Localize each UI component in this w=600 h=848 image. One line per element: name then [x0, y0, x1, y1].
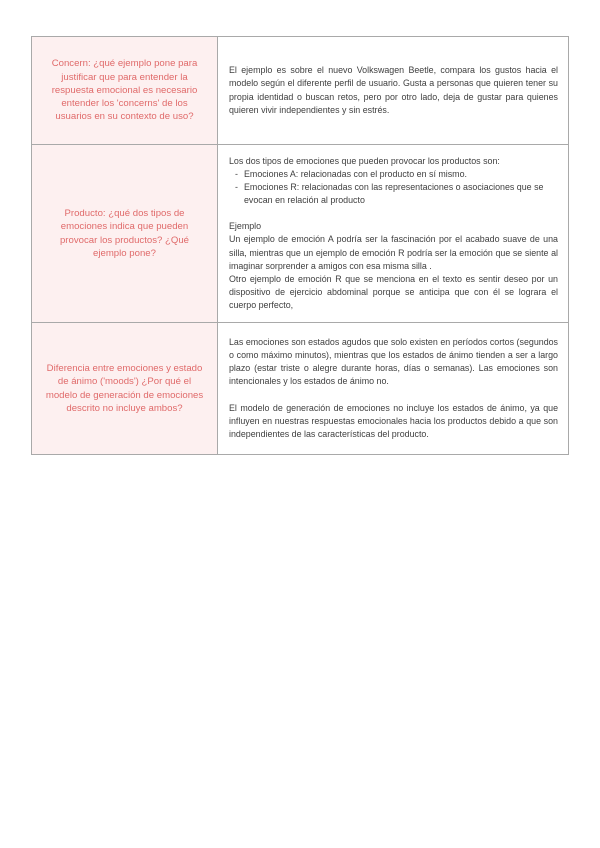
- question-cell: [32, 323, 218, 455]
- emotion-types-list: [229, 168, 558, 207]
- question-cell: [32, 145, 218, 323]
- example-text: Otro ejemplo de emoción R que se menciona en el texto es sentir deseo por un dispositivo de ejercicio abdominal porque se anticipa que con él se lograra el cuerpo perfecto,: [229, 273, 558, 310]
- question-cell: [32, 37, 218, 145]
- question-text: Producto: ¿qué dos tipos de emociones indica que pueden provocar los productos? ¿Qué ejemplo pone?: [59, 208, 190, 259]
- answer-intro: Los dos tipos de emociones que pueden provocar los productos son:: [229, 155, 500, 166]
- answer-paragraph: Las emociones son estados agudos que solo existen en períodos cortos (segundos o como máximo minutos), mientras que los estados de ánimo tienden a ser a largo plazo (estar triste o alegre durante horas, días o semanas). Las emociones son intencionales y los estados de ánimo no.: [229, 337, 558, 387]
- question-text: Diferencia entre emociones y estado de ánimo ('moods') ¿Por qué el modelo de generación de emociones descrito no incluye ambos?: [45, 363, 204, 414]
- qa-table: [31, 36, 569, 455]
- table-row: [32, 323, 569, 455]
- list-item: - Emociones A: relacionadas con el producto en sí mismo.: [235, 168, 558, 181]
- answer-text: El ejemplo es sobre el nuevo Volkswagen Beetle, compara los gustos hacia el modelo según el diferente perfil de usuario. Gusta a personas que quieren tener su propia identidad o buscan retos, pero por otro lado, deja de gustar para quienes quieren vivir independientes y sin estrés.: [229, 65, 558, 115]
- question-text: Concern: ¿qué ejemplo pone para justificar que para entender la respuesta emocional es necesario entender los 'concerns' de los usuarios en su contexto de uso?: [51, 58, 198, 123]
- answer-cell: [218, 323, 569, 455]
- answer-paragraph: El modelo de generación de emociones no incluye los estados de ánimo, ya que influyen en nuestras respuestas emocionales hacia los productos debido a que son independientes de las características del producto.: [229, 402, 558, 439]
- table-row: [32, 145, 569, 323]
- answer-cell: [218, 145, 569, 323]
- example-text: Un ejemplo de emoción A podría ser la fascinación por el acabado suave de una silla, mientras que un ejemplo de emoción R podría ser la emoción que se siente al imaginar sorprender a amigos con esa misma silla .: [229, 234, 558, 271]
- example-heading: Ejemplo: [229, 221, 262, 232]
- list-item: - Emociones R: relacionadas con las representaciones o asociaciones que se evocan en relación al producto: [235, 181, 558, 207]
- answer-cell: [218, 37, 569, 145]
- table-row: [32, 37, 569, 145]
